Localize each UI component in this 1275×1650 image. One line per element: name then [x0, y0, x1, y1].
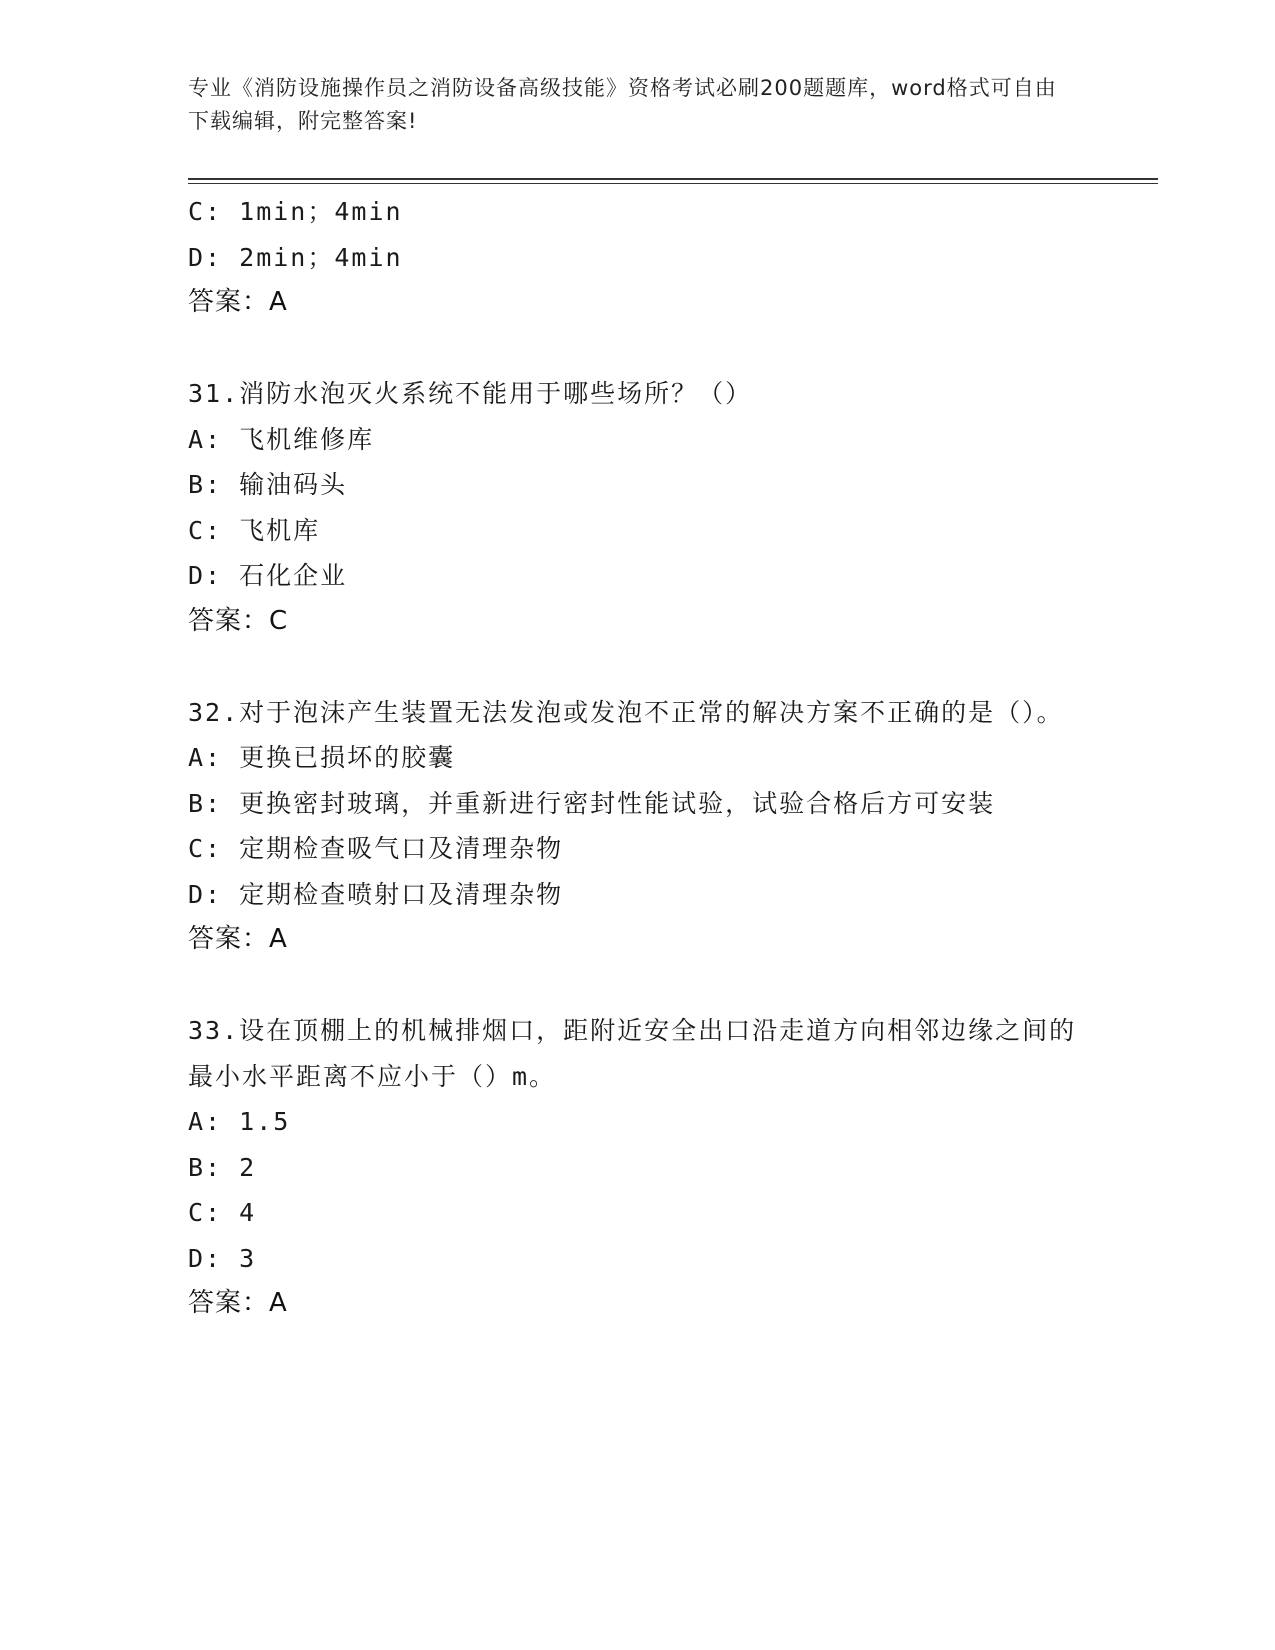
option-c: C: 定期检查吸气口及清理杂物 — [188, 834, 564, 863]
answer-line: 答案：A — [188, 1288, 288, 1318]
header-divider-thick — [188, 178, 1158, 180]
question-31 — [188, 371, 1088, 644]
option-a: A: 更换已损坏的胶囊 — [188, 743, 456, 772]
question-list — [188, 189, 1088, 1327]
question-text: 31.消防水泡灭火系统不能用于哪些场所？（） — [188, 379, 753, 408]
previous-question-tail — [188, 189, 1088, 326]
option-d: D: 2min；4min — [188, 242, 403, 272]
option-d: D: 定期检查喷射口及清理杂物 — [188, 879, 564, 909]
answer-line: 答案：A — [188, 924, 288, 954]
option-c: C: 1min；4min — [188, 197, 403, 226]
option-c: C: 4 — [188, 1198, 257, 1227]
option-a: A: 1.5 — [188, 1107, 291, 1136]
option-a: A: 飞机维修库 — [188, 424, 375, 454]
option-c: C: 飞机库 — [188, 515, 321, 545]
question-32 — [188, 690, 1088, 963]
spacer — [188, 963, 1088, 1009]
question-text: 32.对于泡沫产生装置无法发泡或发泡不正常的解决方案不正确的是（）。 — [188, 697, 1064, 727]
question-33 — [188, 1008, 1088, 1327]
option-b: B: 输油码头 — [188, 470, 348, 499]
answer-line: 答案：C — [188, 605, 289, 636]
document-header — [188, 72, 1068, 138]
option-d: D: 3 — [188, 1243, 257, 1273]
question-text: 33.设在顶棚上的机械排烟口，距附近安全出口沿走道方向相邻边缘之间的最小水平距离不应小于（）m。 — [188, 1016, 1077, 1091]
document-title: 专业《消防设施操作员之消防设备高级技能》资格考试必刷200题题库，word格式可自由下载编辑，附完整答案! — [188, 76, 1057, 133]
option-b: B: 2 — [188, 1152, 257, 1182]
spacer — [188, 644, 1088, 690]
header-divider-thin — [188, 183, 1158, 184]
option-b: B: 更换密封玻璃，并重新进行密封性能试验，试验合格后方可安装 — [188, 788, 996, 818]
spacer — [188, 326, 1088, 372]
answer-line: 答案：A — [188, 287, 288, 317]
option-d: D: 石化企业 — [188, 561, 348, 590]
